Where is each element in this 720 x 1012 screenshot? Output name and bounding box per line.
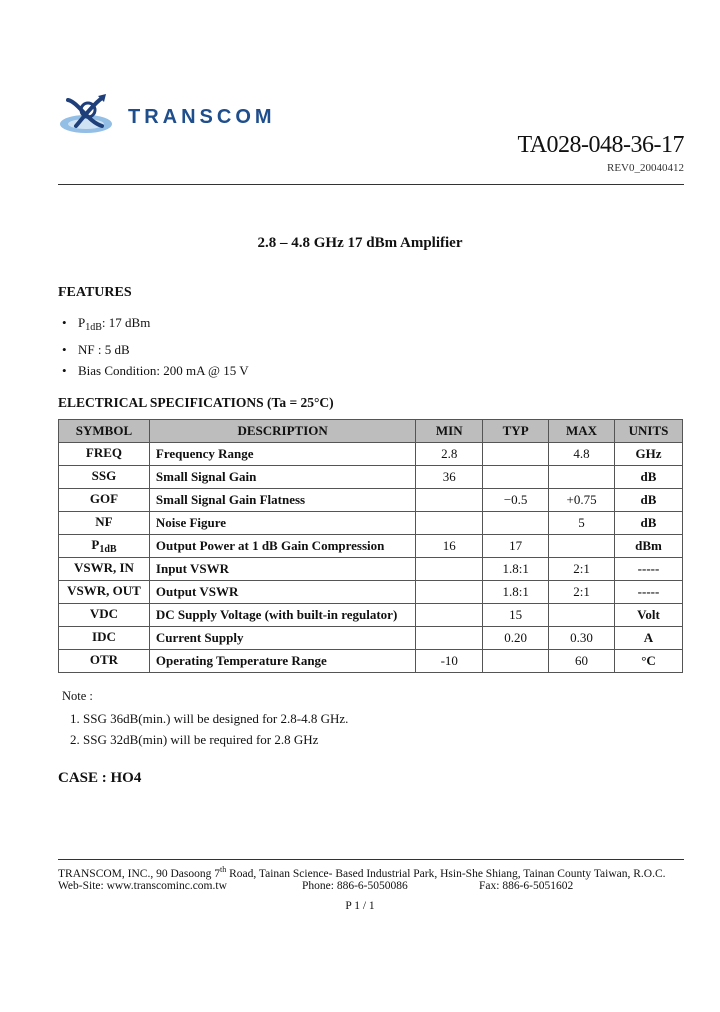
note-item: 1. SSG 36dB(min.) will be designed for 2.8-4.8 GHz. [70, 711, 349, 726]
value-symbol: FREQ [85, 445, 123, 461]
value-units: dB [640, 492, 657, 508]
cell-min [416, 581, 483, 604]
value-description: Small Signal Gain [155, 469, 257, 485]
cell-symbol [59, 535, 150, 558]
value-min: -10 [440, 653, 458, 669]
footer-address [58, 865, 666, 880]
cell-min [416, 535, 483, 558]
cell-max [549, 558, 615, 581]
cell-units [615, 443, 683, 466]
features-heading: FEATURES [58, 285, 132, 300]
value-symbol: VSWR, OUT [67, 583, 141, 599]
cell-typ [483, 443, 549, 466]
table-row [59, 466, 683, 489]
value-units: dB [640, 515, 657, 531]
value-symbol: NF [95, 514, 113, 530]
value-min: 16 [442, 538, 456, 554]
cell-max [549, 489, 615, 512]
value-symbol: P [91, 537, 100, 553]
value-description: Frequency Range [155, 446, 254, 462]
value-min: 36 [442, 469, 456, 485]
feature-main: Bias Condition: 200 mA @ 15 V [78, 363, 249, 378]
value-symbol: OTR [89, 652, 119, 668]
footer-divider [58, 859, 684, 860]
cell-min [416, 650, 483, 673]
value-units: dB [640, 469, 657, 485]
cell-max [549, 443, 615, 466]
value-description: Output Power at 1 dB Gain Compression [155, 538, 385, 554]
cell-units [615, 535, 683, 558]
value-symbol: VSWR, IN [73, 560, 134, 576]
page-number: P 1 / 1 [345, 900, 375, 912]
cell-description [149, 558, 415, 581]
value-typ: 1.8:1 [502, 584, 529, 600]
note-label: Note : [62, 689, 93, 703]
cell-max [549, 466, 615, 489]
address-superscript: th [219, 865, 227, 874]
value-max: 2:1 [573, 584, 590, 600]
cell-symbol [59, 489, 150, 512]
cell-description [149, 489, 415, 512]
transcom-logo-icon [58, 92, 126, 138]
value-units: GHz [635, 446, 662, 462]
cell-max [549, 535, 615, 558]
column-header-typ: TYP [483, 420, 549, 443]
bullet-icon: • [62, 363, 67, 378]
cell-units [615, 558, 683, 581]
table-row [59, 604, 683, 627]
cell-description [149, 535, 415, 558]
value-symbol-sub: 1dB [99, 544, 117, 556]
cell-symbol [59, 558, 150, 581]
table-row [59, 489, 683, 512]
cell-units [615, 604, 683, 627]
feature-main: P [78, 315, 86, 330]
feature-item [62, 339, 249, 361]
cell-description [149, 512, 415, 535]
cell-units [615, 650, 683, 673]
company-logo [58, 92, 308, 138]
cell-min [416, 604, 483, 627]
cell-symbol [59, 581, 150, 604]
specifications-heading: ELECTRICAL SPECIFICATIONS (Ta = 25°C) [58, 395, 334, 410]
column-header-symbol: SYMBOL [59, 420, 150, 443]
cell-symbol [59, 512, 150, 535]
cell-symbol [59, 650, 150, 673]
value-typ: 17 [509, 538, 523, 554]
value-symbol: VDC [89, 606, 119, 622]
value-typ: 0.20 [504, 630, 528, 646]
document-title: 2.8 – 4.8 GHz 17 dBm Amplifier [257, 235, 463, 251]
cell-max [549, 512, 615, 535]
cell-typ [483, 535, 549, 558]
cell-typ [483, 650, 549, 673]
cell-description [149, 604, 415, 627]
value-description: Small Signal Gain Flatness [155, 492, 306, 508]
cell-units [615, 489, 683, 512]
value-units: A [643, 630, 654, 646]
value-max: 4.8 [573, 446, 590, 462]
cell-description [149, 627, 415, 650]
logo-wordmark: TRANSCOM [128, 106, 276, 128]
cell-max [549, 604, 615, 627]
value-description: Input VSWR [155, 561, 230, 577]
table-row [59, 581, 683, 604]
cell-max [549, 627, 615, 650]
cell-typ [483, 466, 549, 489]
cell-symbol [59, 466, 150, 489]
address-prefix: TRANSCOM, INC., 90 Dasoong 7 [58, 867, 220, 880]
column-header-min: MIN [416, 420, 483, 443]
bullet-icon: • [62, 315, 67, 330]
value-max: +0.75 [566, 492, 597, 508]
value-symbol: IDC [92, 629, 116, 645]
note-item: 2. SSG 32dB(min) will be required for 2.8 GHz [70, 732, 319, 747]
cell-min [416, 466, 483, 489]
table-row [59, 443, 683, 466]
table-row [59, 535, 683, 558]
value-description: Output VSWR [155, 584, 239, 600]
cell-typ [483, 558, 549, 581]
value-typ: −0.5 [503, 492, 528, 508]
cell-units [615, 581, 683, 604]
value-units: °C [641, 653, 656, 669]
value-description: DC Supply Voltage (with built-in regulator) [155, 607, 398, 623]
cell-max [549, 650, 615, 673]
value-max: 0.30 [570, 630, 593, 646]
cell-description [149, 443, 415, 466]
value-typ: 1.8:1 [502, 561, 529, 577]
cell-typ [483, 512, 549, 535]
value-description: Current Supply [155, 630, 244, 646]
revision-code: REV0_20040412 [607, 162, 684, 174]
cell-typ [483, 581, 549, 604]
column-header-units: UNITS [615, 420, 683, 443]
cell-min [416, 489, 483, 512]
column-header-max: MAX [549, 420, 615, 443]
cell-symbol [59, 627, 150, 650]
value-max: 60 [575, 653, 589, 669]
value-units: ----- [637, 561, 660, 577]
feature-rest: : 17 dBm [101, 315, 151, 330]
cell-min [416, 627, 483, 650]
footer-fax: Fax: 886-6-5051602 [479, 880, 574, 892]
address-suffix: Road, Tainan Science- Based Industrial Park, Hsin-She Shiang, Tainan County Taiwan, R.O.C. [226, 867, 666, 880]
header-divider [58, 184, 684, 185]
value-max: 2:1 [573, 561, 590, 577]
footer-phone: Phone: 886-6-5050086 [302, 880, 408, 892]
feature-subscript: 1dB [85, 322, 102, 333]
cell-max [549, 581, 615, 604]
feature-item [62, 312, 249, 339]
cell-description [149, 650, 415, 673]
table-row [59, 627, 683, 650]
cell-units [615, 627, 683, 650]
cell-units [615, 466, 683, 489]
column-header-description: DESCRIPTION [149, 420, 415, 443]
value-symbol: GOF [89, 491, 119, 507]
part-number: TA028-048-36-17 [517, 132, 684, 158]
cell-min [416, 443, 483, 466]
case-line: CASE : HO4 [58, 770, 142, 786]
cell-min [416, 512, 483, 535]
value-description: Noise Figure [155, 515, 227, 531]
cell-typ [483, 627, 549, 650]
table-row [59, 650, 683, 673]
feature-main: NF : 5 dB [78, 341, 130, 357]
bullet-icon: • [62, 341, 67, 357]
cell-typ [483, 604, 549, 627]
cell-typ [483, 489, 549, 512]
cell-units [615, 512, 683, 535]
table-row [59, 558, 683, 581]
cell-description [149, 581, 415, 604]
cell-min [416, 558, 483, 581]
cell-description [149, 466, 415, 489]
value-units: dBm [635, 538, 662, 554]
value-symbol: SSG [91, 468, 117, 484]
table-header-row [59, 420, 683, 443]
value-description: Operating Temperature Range [155, 653, 327, 669]
feature-item [62, 360, 249, 382]
value-units: Volt [637, 607, 660, 623]
value-max: 5 [578, 515, 585, 531]
note-list [70, 708, 348, 750]
value-typ: 15 [509, 607, 523, 623]
cell-symbol [59, 604, 150, 627]
value-min: 2.8 [441, 446, 458, 462]
cell-symbol [59, 443, 150, 466]
table-row [59, 512, 683, 535]
value-units: ----- [637, 584, 660, 600]
specifications-table [58, 419, 683, 673]
footer-website: Web-Site: www.transcominc.com.tw [58, 880, 227, 892]
features-list [62, 312, 249, 382]
